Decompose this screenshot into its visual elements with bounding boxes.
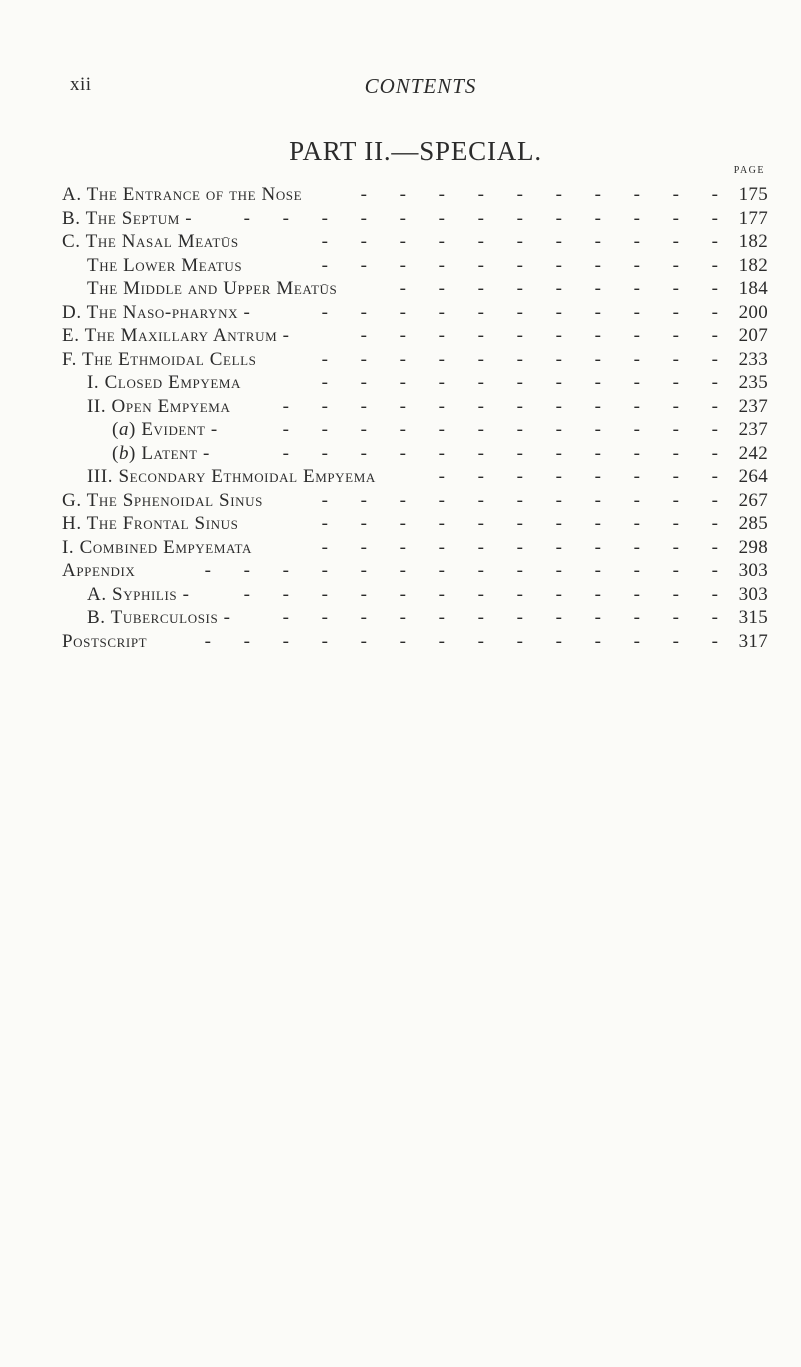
page-column-label: PAGE [733, 165, 765, 176]
toc-entry-title: The Middle and Upper Meatūs [87, 278, 338, 299]
toc-entry-page: 242 [738, 442, 768, 464]
toc-entry-page: 315 [738, 607, 768, 628]
toc-entry-title: II. Open Empyema [87, 395, 231, 417]
toc-entry-title: G. The Sphenoidal Sinus [62, 489, 263, 511]
toc-entry: B. Tuberculosis - - - - - - - - - - - - - 315 [87, 607, 768, 628]
toc-entry-title: E. The Maxillary Antrum - [62, 325, 290, 346]
toc-entry-page: 207 [738, 325, 768, 346]
toc-entry-page: 184 [738, 278, 768, 299]
toc-entry-page: 264 [738, 466, 768, 487]
toc-entry-title: A. The Entrance of the Nose [62, 184, 303, 205]
page-header [70, 74, 751, 104]
toc-entry: A. The Entrance of the Nose - - - - - - - - - - 175 [62, 184, 768, 205]
toc-entry-page: 175 [738, 184, 768, 205]
toc-entry: D. The Naso-pharynx - - - - - - - - - - - - 200 [62, 301, 768, 323]
toc-entry-page: 267 [738, 489, 768, 511]
toc-entry: I. Closed Empyema - - - - - - - - - - - 235 [87, 372, 768, 393]
toc-entry-page: 237 [738, 395, 768, 417]
page-folio: xii [70, 74, 92, 95]
toc-entry-title: A. Syphilis - [87, 583, 190, 605]
toc-entry: H. The Frontal Sinus - - - - - - - - - - - 285 [62, 513, 768, 534]
table-of-contents [62, 183, 768, 653]
toc-entry: The Middle and Upper Meatūs - - - - - - - - - 184 [87, 278, 768, 299]
toc-entry: C. The Nasal Meatūs - - - - - - - - - - - 182 [62, 231, 768, 252]
toc-entry: F. The Ethmoidal Cells - - - - - - - - - - - 233 [62, 348, 768, 370]
toc-entry-title: B. Tuberculosis - [87, 607, 231, 628]
toc-entry-page: 303 [738, 583, 768, 605]
toc-entry-page: 233 [738, 348, 768, 370]
toc-entry-page: 303 [738, 560, 768, 581]
toc-entry-page: 285 [738, 513, 768, 534]
toc-entry-title: Postscript [62, 630, 148, 652]
toc-entry: (b) Latent - - - - - - - - - - - - - 242 [112, 442, 768, 464]
toc-entry-title: F. The Ethmoidal Cells [62, 348, 257, 370]
toc-entry-page: 298 [738, 536, 768, 558]
toc-entry: A. Syphilis - - - - - - - - - - - - - - 303 [87, 583, 768, 605]
toc-entry-page: 317 [738, 630, 768, 652]
toc-entry: (a) Evident - - - - - - - - - - - - - 237 [112, 419, 768, 440]
toc-entry: I. Combined Empyemata - - - - - - - - - - - 298 [62, 536, 768, 558]
toc-entry-title: H. The Frontal Sinus [62, 513, 239, 534]
toc-entry-title: III. Secondary Ethmoidal Empyema [87, 466, 376, 487]
part-title: PART II.—SPECIAL. [289, 136, 542, 166]
toc-entry-page: 237 [738, 419, 768, 440]
toc-entry: G. The Sphenoidal Sinus - - - - - - - - - - - 267 [62, 489, 768, 511]
toc-entry-page: 235 [738, 372, 768, 393]
toc-entry-page: 200 [738, 301, 768, 323]
toc-entry-page: 182 [738, 231, 768, 252]
toc-entry-title: I. Closed Empyema [87, 372, 242, 393]
toc-entry-title: The Lower Meatus [87, 254, 243, 276]
toc-entry-title: D. The Naso-pharynx - [62, 301, 251, 323]
toc-entry-title: C. The Nasal Meatūs [62, 231, 239, 252]
toc-entry: Appendix - - - - - - - - - - - - - - 303 [62, 560, 768, 581]
toc-entry: II. Open Empyema - - - - - - - - - - - - 237 [87, 395, 768, 417]
toc-entry: The Lower Meatus - - - - - - - - - - - 182 [87, 254, 768, 276]
toc-entry-page: 177 [738, 207, 768, 229]
toc-entry-page: 182 [738, 254, 768, 276]
toc-entry-title: (a) Evident - [112, 419, 218, 440]
toc-entry: E. The Maxillary Antrum - - - - - - - - - - - 207 [62, 325, 768, 346]
toc-entry-title: B. The Septum - [62, 207, 193, 229]
toc-entry: Postscript - - - - - - - - - - - - - - 317 [62, 630, 768, 652]
toc-entry: B. The Septum - - - - - - - - - - - - - - 177 [62, 207, 768, 229]
toc-entry: III. Secondary Ethmoidal Empyema - - - - - - - - 264 [87, 466, 768, 487]
toc-entry-title: Appendix [62, 560, 136, 581]
running-head: CONTENTS [364, 74, 477, 98]
toc-entry-title: I. Combined Empyemata [62, 536, 253, 558]
toc-entry-title: (b) Latent - [112, 442, 210, 464]
